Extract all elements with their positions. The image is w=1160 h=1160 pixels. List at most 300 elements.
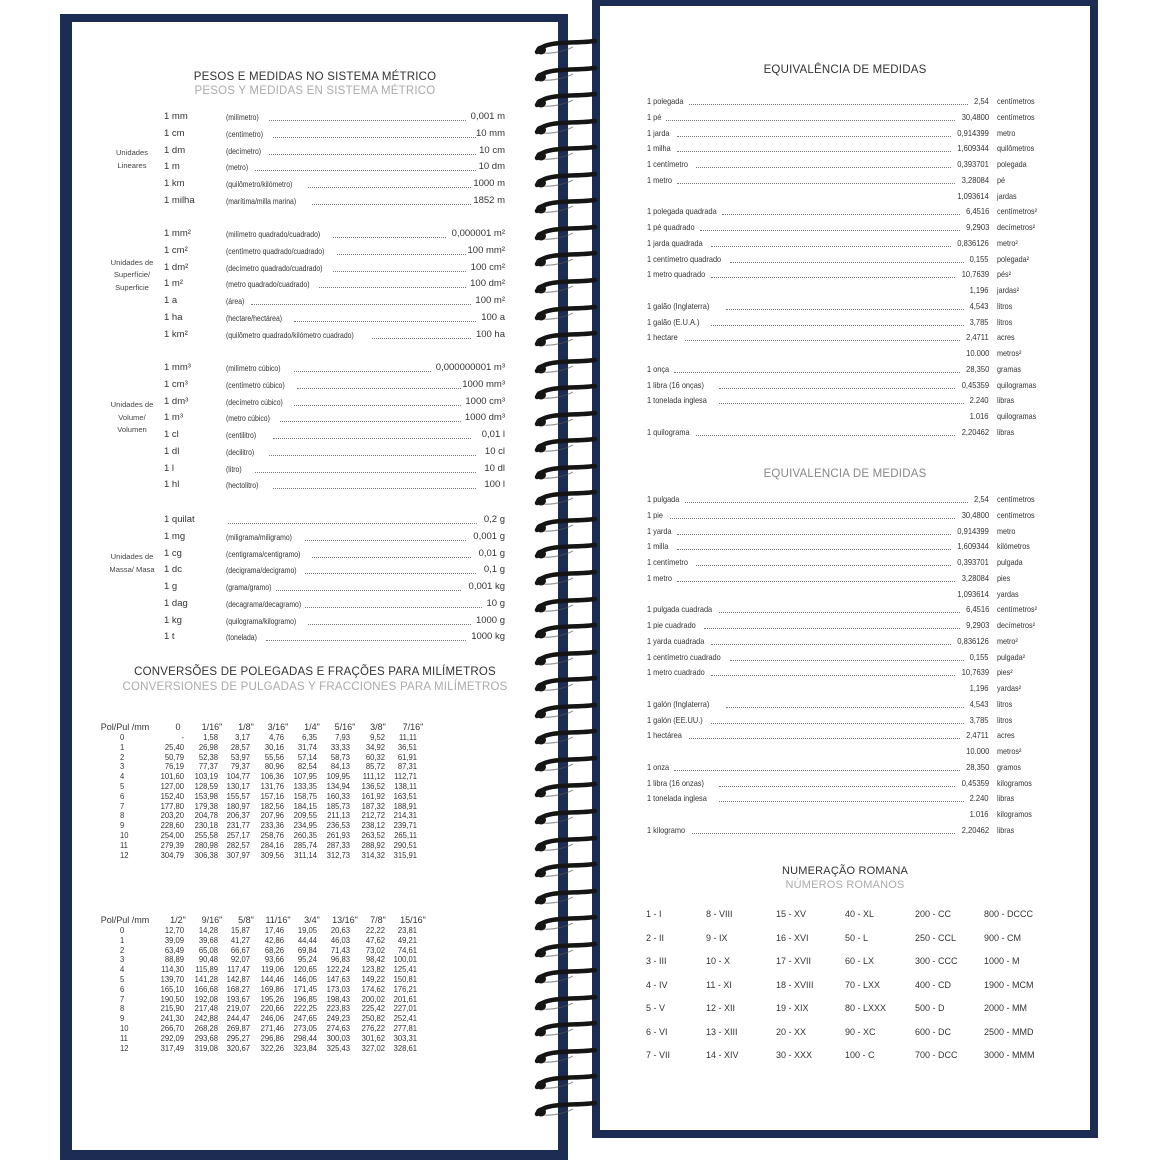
equivalence-value: 1,093614 bbox=[957, 190, 989, 201]
leader-dots bbox=[719, 403, 965, 404]
equivalence-unit: quilogramas bbox=[997, 412, 1037, 421]
equivalence-value: 4,543 bbox=[970, 300, 989, 311]
spiral-ring bbox=[533, 675, 603, 693]
table-header: Pol/Pul /mm bbox=[100, 722, 150, 732]
equivalence-value: 2,54 bbox=[974, 494, 989, 504]
equivalence-value: 10,7639 bbox=[961, 667, 989, 678]
leader-dots bbox=[677, 151, 951, 152]
leader-dots bbox=[273, 438, 472, 439]
leader-dots bbox=[305, 573, 477, 574]
unit-symbol: 1 mm² bbox=[164, 228, 191, 239]
roman-entry: 17 - XVII bbox=[776, 956, 812, 966]
equivalence-value: 1.016 bbox=[970, 411, 989, 421]
equivalence-value: 2,20462 bbox=[961, 426, 989, 437]
equivalence-unit: libras bbox=[997, 396, 1015, 406]
unit-value: 0,2 g bbox=[483, 514, 505, 525]
equivalence-value: 0,155 bbox=[970, 651, 989, 662]
unit-symbol: 1 mg bbox=[164, 530, 186, 542]
table-col: 15,87 41,27 66,67 92,07 117,47 142,87 168,27 193,67 219,07 244,47 269,87 295,27 320,67 bbox=[226, 925, 250, 1053]
leader-dots bbox=[726, 707, 964, 708]
conversion-title-pt: CONVERSÕES DE POLEGADAS E FRAÇÕES PARA MILÍMETROS bbox=[134, 666, 496, 678]
leader-dots bbox=[704, 628, 960, 629]
spiral-ring bbox=[533, 808, 603, 826]
unit-name: (quilograma/kilogramo) bbox=[226, 616, 297, 626]
unit-value: 0,1 g bbox=[483, 564, 505, 576]
unit-name: (decilitro) bbox=[226, 447, 255, 457]
leader-dots bbox=[726, 309, 964, 310]
equivalence-title-pt: EQUIVALÊNCIA DE MEDIDAS bbox=[763, 64, 927, 76]
leader-dots bbox=[297, 388, 461, 389]
equivalence-unit: libras bbox=[997, 794, 1015, 804]
unit-name: (hectolitro) bbox=[226, 481, 259, 491]
unit-value: 1000 m bbox=[473, 178, 505, 189]
spiral-ring bbox=[533, 596, 603, 614]
leader-dots bbox=[280, 421, 462, 422]
equivalence-value: 28,350 bbox=[965, 363, 989, 374]
roman-entry: 12 - XII bbox=[706, 1003, 736, 1013]
spiral-ring bbox=[533, 1073, 603, 1091]
unit-value: 100 l bbox=[484, 479, 505, 491]
roman-entry: 15 - XV bbox=[776, 909, 807, 919]
equivalence-value: 6,4516 bbox=[965, 206, 989, 217]
equivalence-value: 2,54 bbox=[974, 96, 989, 106]
roman-entry: 1 - I bbox=[646, 909, 662, 919]
leader-dots bbox=[685, 502, 969, 503]
table-col: 17,46 42,86 68,26 93,66 119,06 144,46 169,86 195,26 220,66 246,06 271,46 296,86 322,26 bbox=[260, 925, 284, 1053]
roman-entry: 60 - LX bbox=[845, 956, 875, 966]
unit-value: 10 cl bbox=[484, 445, 505, 457]
spiral-ring bbox=[533, 542, 603, 560]
equivalence-value: 1,196 bbox=[970, 285, 989, 295]
equivalence-unit: metro bbox=[997, 128, 1016, 138]
leader-dots bbox=[308, 187, 471, 188]
unit-symbol: 1 mm bbox=[164, 111, 188, 122]
leader-dots bbox=[719, 612, 960, 613]
spiral-ring bbox=[533, 994, 603, 1012]
unit-symbol: 1 cm² bbox=[164, 244, 188, 256]
unit-symbol: 1 kg bbox=[164, 614, 182, 626]
equivalence-value: 3,785 bbox=[970, 714, 989, 725]
leader-dots bbox=[312, 557, 472, 558]
equivalence-label: 1 polegada quadrada bbox=[647, 206, 717, 217]
leader-dots bbox=[670, 518, 955, 519]
equivalence-unit: acres bbox=[997, 333, 1015, 343]
equivalence-label: 1 metro quadrado bbox=[647, 269, 706, 280]
equivalence-unit: litros bbox=[997, 301, 1013, 311]
table-col: 0 1 2 3 4 5 6 7 8 9 10 11 12 bbox=[120, 732, 129, 860]
unit-value: 1000 kg bbox=[471, 631, 505, 643]
unit-symbol: 1 dc bbox=[164, 564, 182, 576]
spiral-ring bbox=[533, 1020, 603, 1038]
roman-entry: 900 - CM bbox=[984, 932, 1022, 943]
equivalence-unit: gramas bbox=[997, 364, 1022, 374]
unit-name: (decímetro) bbox=[226, 146, 262, 156]
equivalence-value: 4,543 bbox=[970, 698, 989, 709]
unit-name: (litro) bbox=[226, 464, 242, 474]
equivalence-value: 2,4711 bbox=[966, 730, 989, 741]
equivalence-unit: pies² bbox=[997, 668, 1013, 678]
equivalence-label: 1 milla bbox=[647, 541, 669, 552]
leader-dots bbox=[255, 472, 477, 473]
equivalence-value: 30,4800 bbox=[961, 509, 989, 520]
unit-name: (marítima/milla marina) bbox=[226, 196, 297, 206]
equivalence-label: 1 pie bbox=[647, 509, 663, 520]
roman-entry: 80 - LXXX bbox=[845, 1003, 887, 1013]
unit-value: 10 cm bbox=[479, 144, 505, 156]
equivalence-value: 10.000 bbox=[965, 348, 989, 358]
unit-name: (metro quadrado/cuadrado) bbox=[226, 280, 310, 290]
unit-value: 100 dm² bbox=[470, 278, 505, 290]
roman-entry: 70 - LXX bbox=[845, 979, 881, 990]
equivalence-value: 2,20462 bbox=[961, 824, 989, 835]
equivalence-label: 1 galão (E.U.A.) bbox=[647, 316, 700, 327]
unit-name: (milímetro cúbico) bbox=[226, 364, 281, 373]
unit-name: (decímetro cúbico) bbox=[226, 397, 283, 407]
equivalence-unit: acres bbox=[997, 731, 1015, 741]
equivalence-unit: libras bbox=[997, 427, 1015, 437]
equivalence-label: 1 metro bbox=[647, 572, 672, 583]
equivalence-unit: gramos bbox=[997, 762, 1022, 772]
roman-title-pt: NUMERAÇÃO ROMANA bbox=[781, 865, 909, 877]
spiral-ring bbox=[533, 436, 603, 454]
leader-dots bbox=[689, 738, 960, 739]
unit-symbol: 1 dm³ bbox=[164, 395, 189, 407]
roman-entry: 5 - V bbox=[646, 1003, 666, 1013]
unit-group-label: Unidades de Volume/ Volumen bbox=[110, 400, 154, 434]
unit-name: (centilitro) bbox=[226, 431, 257, 440]
leader-dots bbox=[696, 565, 951, 566]
table-header: 7/16" bbox=[402, 722, 424, 732]
unit-value: 0,01 l bbox=[481, 429, 505, 440]
equivalence-value: 30,4800 bbox=[961, 111, 989, 122]
unit-value: 100 mm² bbox=[467, 244, 505, 256]
leader-dots bbox=[269, 455, 476, 456]
leader-dots bbox=[719, 388, 956, 389]
unit-name: (hectare/hectárea) bbox=[226, 313, 283, 323]
unit-value: 0,000000001 m³ bbox=[435, 362, 505, 373]
leader-dots bbox=[711, 246, 951, 247]
unit-group-label: Unidades Lineares bbox=[115, 148, 149, 170]
equivalence-label: 1 hectárea bbox=[647, 730, 682, 741]
spiral-ring bbox=[533, 649, 603, 667]
equivalence-unit: metros² bbox=[997, 349, 1022, 358]
equivalence-value: 0,914399 bbox=[957, 127, 989, 138]
equivalence-label: 1 pulgada bbox=[647, 494, 680, 504]
equivalence-value: 3,28084 bbox=[961, 572, 989, 583]
leader-dots bbox=[276, 590, 461, 591]
equivalence-label: 1 galón (Inglaterra) bbox=[647, 698, 710, 709]
unit-name: (metro cúbico) bbox=[226, 414, 270, 424]
unit-value: 0,001 kg bbox=[468, 581, 505, 592]
table-col: 4,76 30,16 55,56 80,96 106,36 131,76 157,16 182,56 207,96 233,36 258,76 284,16 309,56 bbox=[260, 732, 284, 860]
spiral-ring bbox=[533, 65, 603, 83]
spiral-ring bbox=[533, 861, 603, 879]
unit-value: 100 m² bbox=[475, 295, 505, 306]
leader-dots bbox=[685, 340, 960, 341]
roman-entry: 16 - XVI bbox=[776, 932, 809, 943]
roman-entry: 2500 - MMD bbox=[984, 1026, 1034, 1037]
leader-dots bbox=[294, 371, 431, 372]
unit-name: (tonelada) bbox=[226, 633, 257, 643]
equivalence-unit: centímetros² bbox=[997, 605, 1038, 615]
unit-name: (quilômetro quadrado/kilómetro cuadrado) bbox=[226, 330, 354, 340]
unit-value: 100 a bbox=[481, 311, 505, 323]
equivalence-label: 1 pé bbox=[647, 111, 662, 122]
spiral-ring bbox=[533, 118, 603, 136]
unit-symbol: 1 quilat bbox=[164, 514, 195, 525]
table-col: 3,17 28,57 53,97 79,37 104,77 130,17 155,57 180,97 206,37 231,77 257,17 282,57 307,97 bbox=[226, 732, 250, 860]
equivalence-label: 1 galão (Inglaterra) bbox=[647, 300, 710, 311]
table-col: - 25,40 50,79 76,19 101,60 127,00 152,40 177,80 203,20 228,60 254,00 279,39 304,79 bbox=[160, 732, 184, 860]
equivalence-label: 1 hectare bbox=[647, 332, 678, 343]
equivalence-label: 1 metro cuadrado bbox=[647, 667, 705, 678]
leader-dots bbox=[319, 287, 467, 288]
equivalence-unit: metro² bbox=[997, 636, 1018, 646]
spiral-ring bbox=[533, 357, 603, 375]
spiral-ring bbox=[533, 728, 603, 746]
equivalence-value: 1,609344 bbox=[957, 541, 989, 552]
leader-dots bbox=[677, 581, 955, 582]
equivalence-unit: decímetros² bbox=[997, 621, 1036, 630]
equivalence-label: 1 milha bbox=[647, 143, 671, 154]
equivalence-unit: polegada² bbox=[997, 254, 1030, 264]
metric-title-pt: PESOS E MEDIDAS NO SISTEMA MÉTRICO bbox=[193, 71, 437, 83]
leader-dots bbox=[730, 262, 964, 263]
unit-symbol: 1 t bbox=[164, 631, 175, 643]
equivalence-unit: centímetros bbox=[997, 510, 1035, 520]
roman-entry: 8 - VIII bbox=[706, 909, 733, 919]
roman-entry: 13 - XIII bbox=[706, 1026, 738, 1037]
unit-value: 1000 cm³ bbox=[465, 395, 505, 407]
leader-dots bbox=[294, 405, 461, 406]
leader-dots bbox=[677, 549, 951, 550]
table-col: 7,93 33,33 58,73 84,13 109,95 134,94 160,33 185,73 211,13 236,53 261,93 287,33 312,73 bbox=[326, 732, 350, 860]
unit-symbol: 1 milha bbox=[164, 194, 195, 206]
table-header: 15/16" bbox=[400, 915, 426, 925]
leader-dots bbox=[711, 723, 964, 724]
unit-symbol: 1 m bbox=[164, 161, 180, 173]
table-header: 1/8" bbox=[238, 722, 254, 732]
spiral-ring bbox=[533, 91, 603, 109]
unit-name: (decagrama/decagramo) bbox=[226, 599, 302, 609]
roman-entry: 90 - XC bbox=[845, 1026, 876, 1037]
equivalence-label: 1 jarda quadrada bbox=[647, 237, 703, 248]
leader-dots bbox=[269, 120, 466, 121]
equivalence-value: 2.240 bbox=[970, 793, 989, 804]
roman-entry: 500 - D bbox=[915, 1003, 945, 1013]
leader-dots bbox=[711, 675, 955, 676]
equivalence-label: 1 centímetro quadrado bbox=[647, 253, 722, 264]
equivalence-unit: centímetros² bbox=[997, 207, 1038, 217]
table-header: 5/16" bbox=[334, 722, 356, 732]
unit-name: (centímetro cúbico) bbox=[226, 380, 285, 390]
unit-name: (milímetro) bbox=[226, 113, 259, 122]
spiral-ring bbox=[533, 330, 603, 348]
roman-entry: 1900 - MCM bbox=[984, 979, 1034, 990]
leader-dots bbox=[266, 640, 467, 641]
equivalence-unit: litros bbox=[997, 715, 1013, 725]
unit-value: 1852 m bbox=[473, 194, 505, 206]
table-col: 22,22 47,62 73,02 98,42 123,82 149,22 174,62 200,02 225,42 250,82 276,22 301,62 327,02 bbox=[361, 925, 385, 1053]
unit-name: (miligrama/miligramo) bbox=[226, 532, 292, 542]
unit-symbol: 1 g bbox=[164, 581, 178, 592]
spiral-ring bbox=[533, 941, 603, 959]
leader-dots bbox=[677, 136, 951, 137]
equivalence-unit: jardas bbox=[997, 191, 1017, 201]
conversion-title-es: CONVERSIONES DE PULGADAS Y FRACCIONES PARA MILÍMETROS bbox=[122, 681, 508, 693]
equivalence-label: 1 quilograma bbox=[647, 426, 690, 437]
equivalence-value: 0,45359 bbox=[961, 379, 989, 390]
equivalence-unit: metro² bbox=[997, 238, 1018, 248]
equivalence-value: 1,609344 bbox=[957, 143, 989, 154]
metric-title-es: PESOS Y MEDIDAS EN SISTEMA MÉTRICO bbox=[194, 85, 436, 97]
table-col: 6,35 31,74 57,14 82,54 107,95 133,35 158,75 184,15 209,55 234,95 260,35 285,74 311,14 bbox=[293, 732, 317, 860]
unit-symbol: 1 dm² bbox=[164, 261, 189, 273]
leader-dots bbox=[722, 214, 959, 215]
roman-entry: 600 - DC bbox=[915, 1026, 952, 1037]
spiral-ring bbox=[533, 250, 603, 268]
table-col: 11,11 36,51 61,91 87,31 112,71 138,11 163,51 188,91 214,31 239,71 265,11 290,51 315,91 bbox=[393, 732, 417, 860]
equivalence-unit: pé bbox=[997, 175, 1006, 185]
equivalence-value: 28,350 bbox=[965, 761, 989, 772]
leader-dots bbox=[719, 801, 965, 802]
equivalence-unit: centímetros bbox=[997, 97, 1035, 106]
roman-entry: 20 - XX bbox=[776, 1026, 807, 1037]
roman-title-es: NÚMEROS ROMANOS bbox=[785, 879, 905, 891]
unit-symbol: 1 mm³ bbox=[164, 362, 191, 373]
equivalence-label: 1 onza bbox=[647, 761, 670, 772]
unit-value: 0,001 m bbox=[470, 111, 505, 122]
unit-value: 100 ha bbox=[475, 328, 505, 340]
roman-entry: 18 - XVIII bbox=[776, 979, 814, 990]
table-header: 11/16" bbox=[265, 915, 291, 925]
spiral-ring bbox=[533, 967, 603, 985]
unit-symbol: 1 l bbox=[164, 462, 175, 474]
equivalence-value: 2,4711 bbox=[966, 332, 989, 343]
equivalence-value: 0,45359 bbox=[961, 777, 989, 788]
leader-dots bbox=[305, 607, 482, 608]
unit-name: (centímetro) bbox=[226, 129, 263, 139]
unit-symbol: 1 dm bbox=[164, 144, 186, 156]
spiral-ring bbox=[533, 171, 603, 189]
unit-symbol: 1 cm bbox=[164, 127, 185, 139]
table-col: 19,05 44,44 69,84 95,24 120,65 146,05 171,45 196,85 222,25 247,65 273,05 298,44 323,84 bbox=[293, 925, 317, 1053]
equivalence-unit: libras bbox=[997, 825, 1015, 835]
table-col: 20,63 46,03 71,43 96,83 122,24 147,63 173,03 198,43 223,83 249,23 274,63 300,03 325,43 bbox=[326, 925, 350, 1053]
unit-group-label: Unidades de Massa/ Masa bbox=[109, 552, 155, 574]
roman-entry: 2 - II bbox=[646, 932, 665, 943]
roman-entry: 1000 - M bbox=[984, 956, 1020, 966]
table-header: 1/2" bbox=[170, 915, 186, 925]
unit-name: (decigrama/decigramo) bbox=[226, 566, 297, 576]
leader-dots bbox=[333, 237, 446, 238]
unit-name: (decímetro quadrado/cuadrado) bbox=[226, 263, 323, 273]
equivalence-unit: centímetros bbox=[997, 495, 1035, 504]
equivalence-label: 1 centímetro bbox=[647, 557, 688, 567]
equivalence-label: 1 metro bbox=[647, 174, 672, 185]
equivalence-unit: litros bbox=[997, 317, 1013, 327]
unit-name: (milímetro quadrado/cuadrado) bbox=[226, 230, 321, 239]
equivalence-label: 1 centímetro bbox=[647, 159, 688, 169]
equivalence-unit: pies bbox=[997, 573, 1011, 583]
equivalence-unit: centímetros bbox=[997, 112, 1035, 122]
leader-dots bbox=[273, 137, 477, 138]
equivalence-unit: yardas bbox=[997, 589, 1019, 599]
table-header: 9/16" bbox=[201, 915, 223, 925]
unit-value: 10 mm bbox=[475, 127, 505, 139]
roman-entry: 6 - VI bbox=[646, 1026, 668, 1037]
equivalence-unit: pés² bbox=[997, 270, 1012, 280]
unit-group-label: Unidades de Superfície/ Superficie bbox=[110, 257, 154, 292]
table-header: 3/16" bbox=[267, 722, 289, 732]
unit-symbol: 1 a bbox=[164, 295, 178, 306]
spiral-ring bbox=[533, 1047, 603, 1065]
table-header: 13/16" bbox=[332, 915, 358, 925]
unit-value: 10 dl bbox=[484, 462, 505, 474]
table-col: 1,58 26,98 52,38 77,37 103,19 128,59 153,98 179,38 204,78 230,18 255,58 280,98 306,38 bbox=[194, 732, 218, 860]
leader-dots bbox=[711, 277, 955, 278]
equivalence-unit: kilogramos bbox=[997, 810, 1032, 819]
roman-entry: 400 - CD bbox=[915, 979, 952, 990]
spiral-ring bbox=[533, 622, 603, 640]
spiral-ring bbox=[533, 463, 603, 481]
roman-entry: 700 - DCC bbox=[915, 1050, 958, 1060]
equivalence-value: 9,2903 bbox=[965, 222, 989, 232]
equivalence-label: 1 libra (16 onzas) bbox=[647, 777, 704, 788]
equivalence-value: 9,2903 bbox=[965, 620, 989, 630]
unit-symbol: 1 cg bbox=[164, 547, 182, 559]
leader-dots bbox=[674, 372, 960, 373]
equivalence-unit: decímetros² bbox=[997, 223, 1036, 232]
unit-value: 10 dm bbox=[478, 161, 505, 173]
leader-dots bbox=[711, 644, 951, 645]
equivalence-value: 1.016 bbox=[970, 809, 989, 819]
roman-entry: 3000 - MMM bbox=[984, 1050, 1035, 1060]
equivalence-unit: yardas² bbox=[997, 684, 1022, 693]
unit-value: 0,001 g bbox=[473, 530, 505, 542]
equivalence-unit: litros bbox=[997, 699, 1013, 709]
equivalence-unit: quilômetros bbox=[997, 144, 1035, 154]
unit-name: (quilômetro/kilómetro) bbox=[226, 180, 293, 189]
equivalence-value: 10.000 bbox=[965, 746, 989, 756]
unit-name: (área) bbox=[226, 297, 245, 306]
leader-dots bbox=[251, 304, 471, 305]
equivalence-label: 1 pie cuadrado bbox=[647, 620, 696, 630]
roman-entry: 3 - III bbox=[646, 956, 667, 966]
spiral-ring bbox=[533, 888, 603, 906]
roman-entry: 9 - IX bbox=[706, 932, 728, 943]
spiral-ring bbox=[533, 489, 603, 507]
leader-dots bbox=[273, 488, 477, 489]
leader-dots bbox=[333, 271, 466, 272]
equivalence-unit: metro bbox=[997, 526, 1016, 536]
leader-dots bbox=[305, 540, 467, 541]
roman-entry: 250 - CCL bbox=[915, 932, 957, 943]
leader-dots bbox=[294, 321, 477, 322]
spiral-ring bbox=[533, 781, 603, 799]
unit-symbol: 1 ha bbox=[164, 311, 183, 323]
spiral-ring bbox=[533, 144, 603, 162]
equivalence-unit: jardas² bbox=[997, 286, 1020, 295]
unit-symbol: 1 dl bbox=[164, 445, 180, 457]
spiral-ring bbox=[533, 410, 603, 428]
equivalence-value: 0,836126 bbox=[957, 237, 989, 248]
leader-dots bbox=[696, 435, 955, 436]
leader-dots bbox=[666, 120, 955, 121]
spiral-ring bbox=[533, 224, 603, 242]
leader-dots bbox=[337, 254, 467, 255]
equivalence-label: 1 onça bbox=[647, 363, 670, 374]
